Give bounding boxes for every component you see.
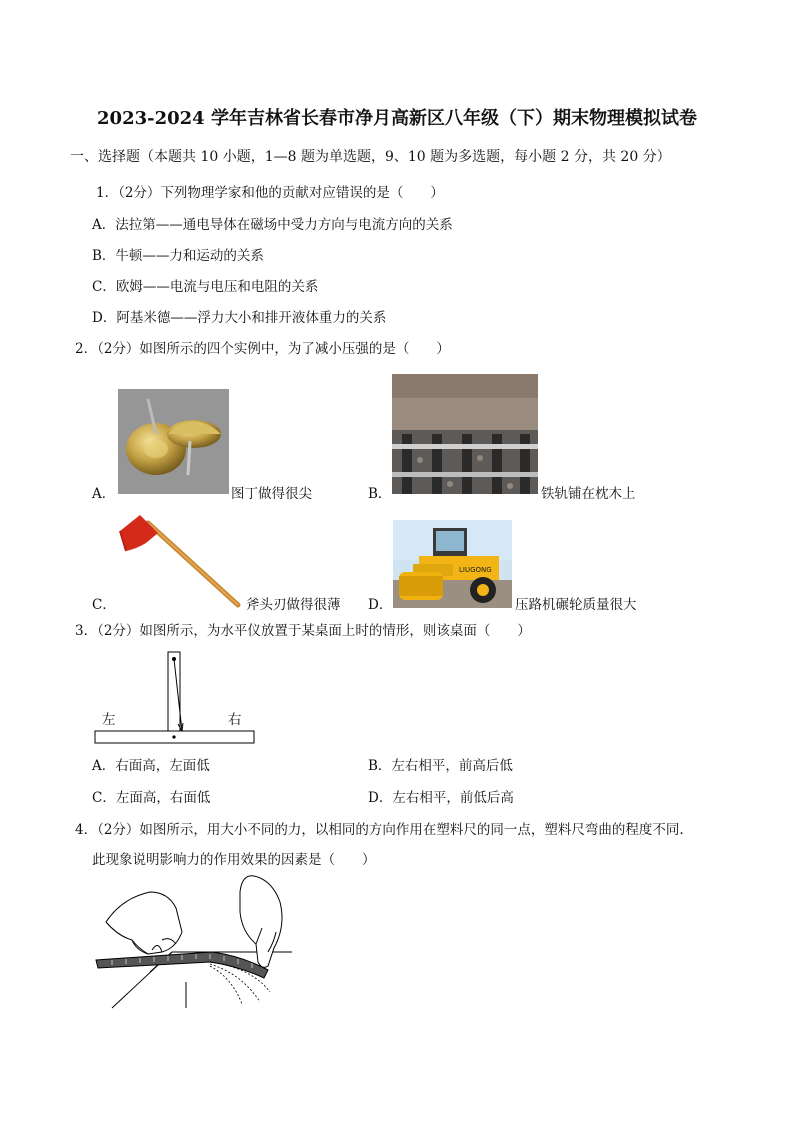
- axe-image: [118, 513, 246, 609]
- question-stem: 2．（2分）如图所示的四个实例中，为了减小压强的是（ ）: [75, 341, 450, 357]
- question-stem-line-1: 4．（2分）如图所示，用大小不同的力，以相同的方向作用在塑料尺的同一点，塑料尺弯曲的程度不同.: [75, 822, 684, 838]
- level-diagram: [92, 648, 260, 746]
- option-c: C．欧姆——电流与电压和电阻的关系: [92, 279, 319, 295]
- option-d: D．阿基米德——浮力大小和排开液体重力的关系: [92, 310, 387, 326]
- option-d: D．左右相平，前低后高: [368, 790, 514, 806]
- question-stem: 3．（2分）如图所示，为水平仪放置于某桌面上时的情形，则该桌面（ ）: [75, 623, 531, 639]
- option-b: B．: [368, 486, 392, 502]
- option-c-text: 斧头刃做得很薄: [246, 597, 341, 613]
- label-right: 右: [228, 712, 242, 728]
- option-c: C．左面高，右面低: [92, 790, 211, 806]
- road-roller-image: [393, 520, 512, 608]
- ruler-bending-diagram: [92, 852, 292, 1014]
- option-c: C．: [92, 597, 116, 613]
- roller-brand-text: LIUGONG: [459, 566, 492, 574]
- label-left: 左: [102, 712, 116, 728]
- option-d: D．: [368, 597, 393, 613]
- option-a: A．右面高，左面低: [92, 758, 210, 774]
- option-a: A．: [92, 486, 116, 502]
- option-a-text: 图丁做得很尖: [231, 486, 312, 502]
- page-title: 2023-2024 学年吉林省长春市净月高新区八年级（下）期末物理模拟试卷: [97, 108, 697, 129]
- section-heading: 一、选择题（本题共 10 小题，1—8 题为单选题，9、10 题为多选题，每小题 2 分，共 20 分）: [70, 149, 671, 165]
- question-stem: 1．（2分）下列物理学家和他的贡献对应错误的是（ ）: [96, 185, 444, 201]
- thumbtack-image: [118, 389, 229, 494]
- option-b-text: 铁轨铺在枕木上: [541, 486, 636, 502]
- railway-image: [392, 374, 538, 494]
- option-d-text: 压路机碾轮质量很大: [515, 597, 637, 613]
- option-b: B．牛顿——力和运动的关系: [92, 248, 264, 264]
- option-a: A．法拉第——通电导体在磁场中受力方向与电流方向的关系: [92, 217, 453, 233]
- option-b: B．左右相平，前高后低: [368, 758, 513, 774]
- question-stem-line-2: 此现象说明影响力的作用效果的因素是（ ）: [92, 852, 376, 868]
